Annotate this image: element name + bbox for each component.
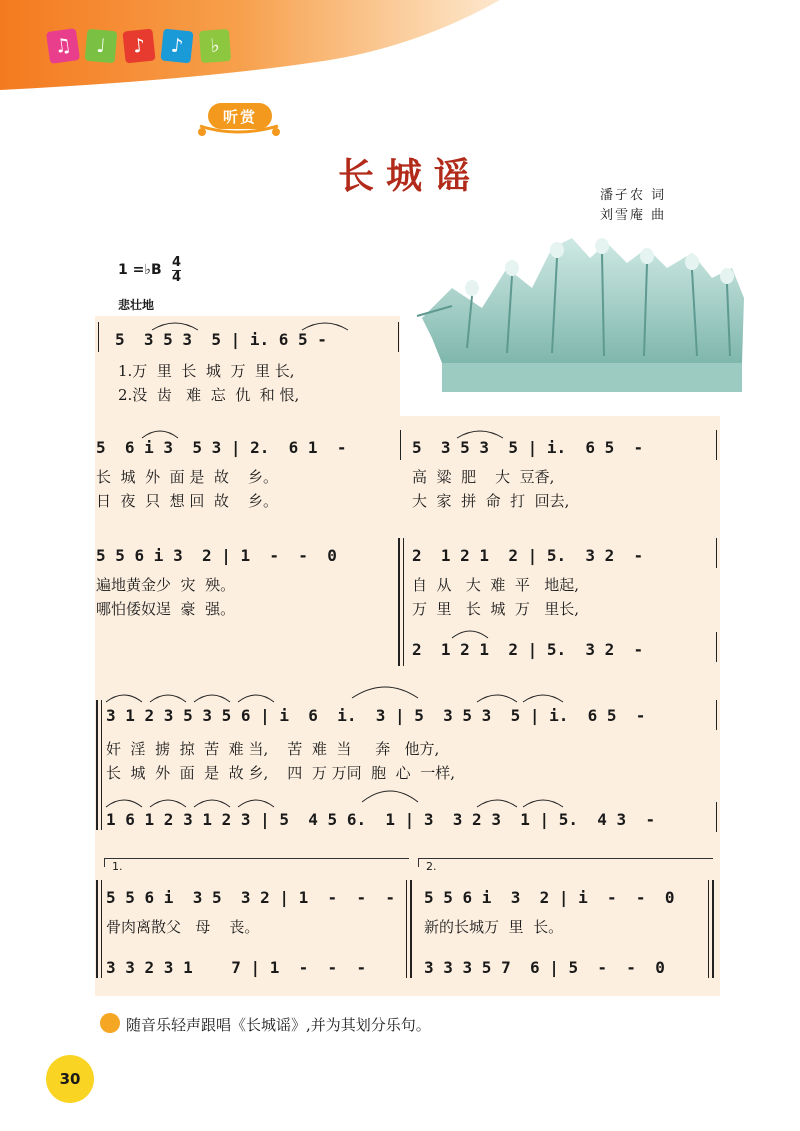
first-ending-label: 1. — [112, 860, 123, 873]
notation-line: 1 6 1 2 3 1 2 3 | 5 4 5 6. 1 | 3 3 2 3 1 | 5. 4 3 - — [106, 810, 656, 829]
final-barline — [708, 880, 709, 978]
barline — [716, 700, 717, 730]
flat-sign-icon: ♭ — [199, 29, 231, 63]
fermata-slur — [350, 680, 420, 700]
slur-group — [104, 690, 284, 704]
notation-line: 5 5 6 i 3 2 | 1 - - 0 — [96, 546, 337, 565]
music-note-icon: ♪ — [160, 29, 193, 64]
music-note-tail-icon — [196, 124, 282, 138]
header-curve — [0, 0, 800, 110]
notation-line: 2 1 2 1 2 | 5. 3 2 - — [412, 640, 644, 659]
slur — [455, 426, 505, 440]
music-note-icon: ♫ — [46, 28, 80, 64]
lyric-line: 骨肉离散父 母 丧。 — [106, 918, 260, 936]
barline-double — [96, 700, 98, 830]
notation-line: 5 3 5 3 5 | i. 6 5 - — [412, 438, 644, 457]
notation-line: 5 5 6 i 3 5 3 2 | 1 - - - — [106, 888, 395, 907]
slur — [300, 318, 350, 332]
lyric-line-verse-1: 遍地黄金少 灾 殃。 — [96, 576, 236, 594]
fermata-slur — [360, 784, 420, 804]
barline — [400, 430, 401, 460]
slur-group — [475, 690, 565, 704]
slur-group — [104, 795, 284, 809]
barline — [403, 538, 404, 666]
notation-line: 3 3 3 5 7 6 | 5 - - 0 — [424, 958, 665, 977]
lyric-line-verse-1: 奸 淫 掳 掠 苦 难 当, 苦 难 当 奔 他方, — [106, 740, 440, 758]
page-number: 30 — [46, 1055, 94, 1103]
lyric-line-verse-2: 大 家 拼 命 打 回去, — [412, 492, 570, 510]
smiley-icon — [100, 1013, 120, 1033]
song-title: 长城谣 — [337, 155, 482, 197]
tempo-mark: 悲壮地 — [118, 298, 155, 312]
notation-line: 5 3 5 3 5 | i. 6 5 - — [115, 330, 327, 349]
section-tag: 听赏 — [208, 103, 272, 129]
barline — [398, 322, 399, 352]
composer-credit: 刘雪庵 曲 — [600, 208, 667, 223]
lyric-line-verse-2: 长 城 外 面 是 故 乡, 四 万 万同 胞 心 一样, — [106, 764, 455, 782]
barline — [716, 538, 717, 568]
lyric-line-verse-2: 哪怕倭奴逞 豪 强。 — [96, 600, 236, 618]
meter-bottom: 4 — [172, 270, 182, 285]
lyric-line-verse-2: 2.没 齿 难 忘 仇 和 恨, — [118, 386, 300, 404]
barline-double — [398, 538, 400, 666]
second-ending-bracket — [418, 858, 713, 867]
notation-line: 5 5 6 i 3 2 | i - - 0 — [424, 888, 675, 907]
barline — [716, 802, 717, 832]
great-wall-statue-image — [412, 228, 750, 396]
repeat-barline — [410, 880, 412, 978]
slur-group — [475, 795, 565, 809]
barline-double — [96, 880, 98, 978]
slur — [150, 318, 200, 332]
barline — [716, 632, 717, 662]
barline — [101, 700, 102, 830]
lyric-line-verse-1: 长 城 外 面 是 故 乡。 — [96, 468, 278, 486]
lyric-line-verse-1: 1.万 里 长 城 万 里 长, — [118, 362, 295, 380]
barline — [98, 322, 99, 352]
barline — [716, 430, 717, 460]
time-signature — [172, 256, 181, 285]
lyric-line: 新的长城万 里 长。 — [424, 918, 564, 936]
lyricist-credit: 潘孑农 词 — [600, 188, 667, 203]
lyric-line-verse-1: 高 粱 肥 大 豆香, — [412, 468, 555, 486]
final-barline — [712, 880, 714, 978]
lyric-line-verse-1: 自 从 大 难 平 地起, — [412, 576, 579, 594]
repeat-barline — [406, 880, 407, 978]
listening-instruction: 随音乐轻声跟唱《长城谣》,并为其划分乐句。 — [126, 1016, 431, 1034]
second-ending-label: 2. — [426, 860, 437, 873]
lyric-line-verse-2: 日 夜 只 想 回 故 乡。 — [96, 492, 278, 510]
slur — [140, 426, 180, 440]
barline — [101, 880, 102, 978]
key-signature: 1 =♭B — [118, 262, 162, 278]
meter-top: 4 — [172, 255, 182, 270]
slur — [450, 626, 490, 640]
notation-line: 5 6 i 3 5 3 | 2. 6 1 - — [96, 438, 347, 457]
lyric-line-verse-2: 万 里 长 城 万 里长, — [412, 600, 579, 618]
first-ending-bracket — [104, 858, 409, 867]
notation-line: 3 1 2 3 5 3 5 6 | i 6 i. 3 | 5 3 5 3 5 | i. 6 5 - — [106, 706, 646, 725]
notation-line: 3 3 2 3 1 7 | 1 - - - — [106, 958, 367, 977]
music-note-icon: ♩ — [85, 29, 118, 63]
music-note-icon: ♪ — [122, 29, 155, 64]
notation-line: 2 1 2 1 2 | 5. 3 2 - — [412, 546, 644, 565]
